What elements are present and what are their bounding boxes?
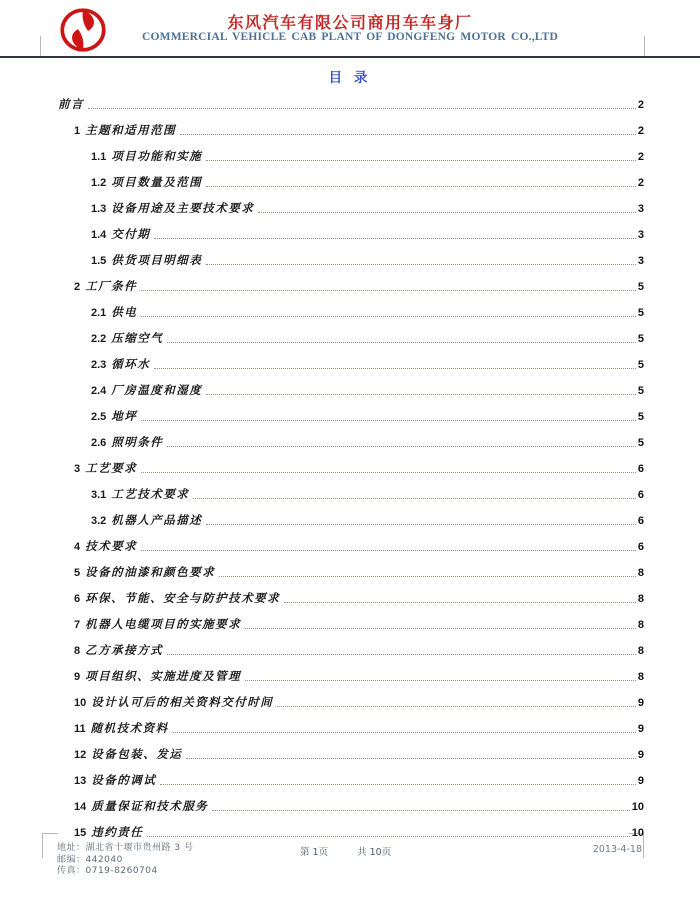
toc-leader-dots bbox=[212, 810, 630, 811]
toc-leader-dots bbox=[206, 186, 636, 187]
toc-entry-label: 工艺要求 bbox=[85, 461, 138, 475]
toc-leader-dots bbox=[88, 108, 636, 109]
toc-leader-dots bbox=[154, 368, 636, 369]
toc-page-number: 5 bbox=[637, 385, 644, 397]
footer-date: 2013-4-18 bbox=[592, 844, 642, 855]
toc-entry-number: 1 bbox=[74, 125, 81, 137]
toc-entry[interactable] bbox=[40, 91, 644, 117]
toc-entry-label: 环保、节能、安全与防护技术要求 bbox=[85, 591, 281, 605]
toc-entry[interactable] bbox=[40, 533, 644, 559]
toc-entry[interactable] bbox=[40, 507, 644, 533]
toc-page-number: 8 bbox=[637, 567, 644, 579]
toc-page-number: 5 bbox=[637, 411, 644, 423]
header-divider bbox=[0, 56, 700, 58]
toc-entry-label: 交付期 bbox=[111, 227, 151, 241]
toc-entry-label: 循环水 bbox=[111, 357, 151, 371]
toc-entry[interactable] bbox=[40, 169, 644, 195]
toc-page-number: 2 bbox=[637, 177, 644, 189]
toc-page-number: 2 bbox=[637, 125, 644, 137]
toc-leader-dots bbox=[141, 316, 636, 317]
toc-entry-label: 随机技术资料 bbox=[90, 721, 169, 735]
toc-entry-number: 1.1 bbox=[91, 151, 107, 163]
toc-entry[interactable] bbox=[40, 585, 644, 611]
toc-entry-number: 4 bbox=[74, 541, 81, 553]
toc-entry-label: 供电 bbox=[111, 305, 138, 319]
toc-entry[interactable] bbox=[40, 611, 644, 637]
toc-entry[interactable] bbox=[40, 221, 644, 247]
toc-entry-number: 2.6 bbox=[91, 437, 107, 449]
toc-entry-number: 2.4 bbox=[91, 385, 107, 397]
toc-entry-number: 7 bbox=[74, 619, 81, 631]
toc-page-number: 10 bbox=[631, 827, 644, 839]
toc-entry-number: 3.1 bbox=[91, 489, 107, 501]
toc-leader-dots bbox=[245, 628, 636, 629]
toc-leader-dots bbox=[245, 680, 636, 681]
footer-page-total: 共 10页 bbox=[357, 847, 392, 858]
toc-entry-number: 10 bbox=[74, 697, 87, 709]
margin-mark-top-left bbox=[40, 36, 41, 56]
toc-entry-label: 设备的油漆和颜色要求 bbox=[85, 565, 216, 579]
toc-entry-number: 14 bbox=[74, 801, 87, 813]
toc-entry-number: 3 bbox=[74, 463, 81, 475]
toc-leader-dots bbox=[141, 290, 636, 291]
toc-entry-number: 1.3 bbox=[91, 203, 107, 215]
toc-leader-dots bbox=[180, 134, 636, 135]
footer-page-current: 第 1页 bbox=[300, 847, 329, 858]
toc-entry[interactable] bbox=[40, 663, 644, 689]
toc-entry-number: 2.3 bbox=[91, 359, 107, 371]
toc-page-number: 2 bbox=[637, 99, 644, 111]
company-name-cn: 东风汽车有限公司商用车车身厂 bbox=[227, 15, 473, 32]
toc-leader-dots bbox=[167, 654, 636, 655]
toc-entry-label: 机器人产品描述 bbox=[111, 513, 203, 527]
toc-entry-label: 前言 bbox=[58, 97, 84, 111]
toc-page-number: 8 bbox=[637, 671, 644, 683]
toc-leader-dots bbox=[167, 446, 636, 447]
toc-leader-dots bbox=[206, 524, 636, 525]
toc-page-number: 6 bbox=[637, 515, 644, 527]
toc-leader-dots bbox=[193, 498, 636, 499]
toc-page-number: 5 bbox=[637, 281, 644, 293]
toc-entry-number: 2.5 bbox=[91, 411, 107, 423]
toc-entry-label: 照明条件 bbox=[111, 435, 164, 449]
toc-entry-number: 15 bbox=[74, 827, 87, 839]
toc-entry[interactable] bbox=[40, 403, 644, 429]
toc-entry[interactable] bbox=[40, 351, 644, 377]
toc-entry[interactable] bbox=[40, 455, 644, 481]
toc-entry[interactable] bbox=[40, 117, 644, 143]
toc-entry-label: 供货项目明细表 bbox=[111, 253, 203, 267]
toc-page-number: 9 bbox=[637, 775, 644, 787]
toc-entry[interactable] bbox=[40, 767, 644, 793]
toc-entry[interactable] bbox=[40, 299, 644, 325]
toc-leader-dots bbox=[141, 550, 636, 551]
toc-entry[interactable] bbox=[40, 741, 644, 767]
toc-leader-dots bbox=[284, 602, 636, 603]
toc-entry-label: 质量保证和技术服务 bbox=[91, 799, 209, 813]
toc-leader-dots bbox=[167, 342, 636, 343]
toc-entry[interactable] bbox=[40, 195, 644, 221]
toc-entry-number: 1.4 bbox=[91, 229, 107, 241]
toc-entry-label: 主题和适用范围 bbox=[85, 123, 177, 137]
toc-entry-label: 项目功能和实施 bbox=[111, 149, 203, 163]
toc-entry-number: 13 bbox=[74, 775, 87, 787]
toc-entry-label: 厂房温度和湿度 bbox=[111, 383, 203, 397]
toc-entry-label: 设备的调试 bbox=[91, 773, 157, 787]
toc-entry-number: 1.2 bbox=[91, 177, 107, 189]
toc-page-number: 3 bbox=[637, 203, 644, 215]
footer-page-indicator bbox=[300, 844, 391, 858]
toc-entry-label: 设备用途及主要技术要求 bbox=[111, 201, 255, 215]
toc-leader-dots bbox=[141, 472, 636, 473]
toc-entry[interactable] bbox=[40, 715, 644, 741]
toc-entry-number: 12 bbox=[74, 749, 87, 761]
toc-leader-dots bbox=[258, 212, 636, 213]
toc-entry[interactable] bbox=[40, 481, 644, 507]
toc-entry-number: 2.1 bbox=[91, 307, 107, 319]
toc-entry[interactable] bbox=[40, 559, 644, 585]
toc-page-number: 10 bbox=[631, 801, 644, 813]
toc-page-number: 9 bbox=[637, 749, 644, 761]
footer-contact-block bbox=[57, 843, 193, 878]
toc-entry-label: 压缩空气 bbox=[111, 331, 164, 345]
toc-page-number: 6 bbox=[637, 541, 644, 553]
toc-entry-number: 3.2 bbox=[91, 515, 107, 527]
toc-page-number: 8 bbox=[637, 619, 644, 631]
toc-page-number: 2 bbox=[637, 151, 644, 163]
toc-page-number: 5 bbox=[637, 307, 644, 319]
toc-leader-dots bbox=[147, 836, 630, 837]
toc-entry[interactable] bbox=[40, 143, 644, 169]
toc-leader-dots bbox=[186, 758, 636, 759]
footer-fax: 传真：0719-8260704 bbox=[57, 866, 158, 876]
page-title: 目 录 bbox=[328, 70, 372, 85]
toc-leader-dots bbox=[277, 706, 636, 707]
toc-entry-number: 2.2 bbox=[91, 333, 107, 345]
toc-entry-label: 项目组织、实施进度及管理 bbox=[85, 669, 242, 683]
toc-entry[interactable] bbox=[40, 377, 644, 403]
toc-leader-dots bbox=[160, 784, 636, 785]
toc-entry[interactable] bbox=[40, 689, 644, 715]
toc-leader-dots bbox=[141, 420, 636, 421]
toc-entry-label: 项目数量及范围 bbox=[111, 175, 203, 189]
company-name-en: COMMERCIAL VEHICLE CAB PLANT OF DONGFENG MOTOR CO.,LTD bbox=[142, 31, 558, 43]
margin-mark-top-right bbox=[644, 36, 645, 56]
toc-page-number: 3 bbox=[637, 229, 644, 241]
toc-page-number: 5 bbox=[637, 359, 644, 371]
toc-page-number: 3 bbox=[637, 255, 644, 267]
toc-entry-number: 2 bbox=[74, 281, 81, 293]
toc-entry[interactable] bbox=[40, 325, 644, 351]
toc-leader-dots bbox=[173, 732, 636, 733]
toc-entry[interactable] bbox=[40, 793, 644, 819]
footer-postcode: 邮编：442040 bbox=[57, 854, 123, 865]
toc-entry-number: 1.5 bbox=[91, 255, 107, 267]
toc-leader-dots bbox=[154, 238, 636, 239]
toc-entry-label: 地坪 bbox=[111, 409, 138, 423]
toc-page-number: 5 bbox=[637, 333, 644, 345]
toc-leader-dots bbox=[206, 160, 636, 161]
toc-entry-number: 9 bbox=[74, 671, 81, 683]
toc-entry[interactable] bbox=[40, 819, 644, 845]
toc-entry[interactable] bbox=[40, 637, 644, 663]
toc-entry-label: 设计认可后的相关资料交付时间 bbox=[91, 695, 274, 709]
toc-page-number: 6 bbox=[637, 489, 644, 501]
toc-leader-dots bbox=[206, 394, 636, 395]
toc-entry[interactable] bbox=[40, 273, 644, 299]
toc-page-number: 9 bbox=[637, 697, 644, 709]
toc-list bbox=[40, 91, 644, 845]
toc-entry-label: 违约责任 bbox=[91, 825, 144, 839]
toc-entry-number: 6 bbox=[74, 593, 81, 605]
toc-entry-label: 工艺技术要求 bbox=[111, 487, 190, 501]
toc-page-number: 8 bbox=[637, 593, 644, 605]
toc-entry[interactable] bbox=[40, 247, 644, 273]
toc-entry-number: 8 bbox=[74, 645, 81, 657]
toc-page-number: 8 bbox=[637, 645, 644, 657]
toc-entry-number: 11 bbox=[74, 723, 86, 735]
toc-page-number: 5 bbox=[637, 437, 644, 449]
footer-address: 地址：湖北省十堰市贵州路 3 号 bbox=[57, 843, 194, 853]
toc-page-number: 9 bbox=[637, 723, 644, 735]
toc-entry-label: 工厂条件 bbox=[85, 279, 138, 293]
toc-entry-label: 设备包装、发运 bbox=[91, 747, 183, 761]
toc-leader-dots bbox=[219, 576, 636, 577]
toc-entry-number: 5 bbox=[74, 567, 81, 579]
toc-entry-label: 技术要求 bbox=[85, 539, 138, 553]
toc-leader-dots bbox=[206, 264, 636, 265]
toc-page-number: 6 bbox=[637, 463, 644, 475]
toc-entry-label: 乙方承接方式 bbox=[85, 643, 164, 657]
toc-entry[interactable] bbox=[40, 429, 644, 455]
toc-entry-label: 机器人电缆项目的实施要求 bbox=[85, 617, 242, 631]
